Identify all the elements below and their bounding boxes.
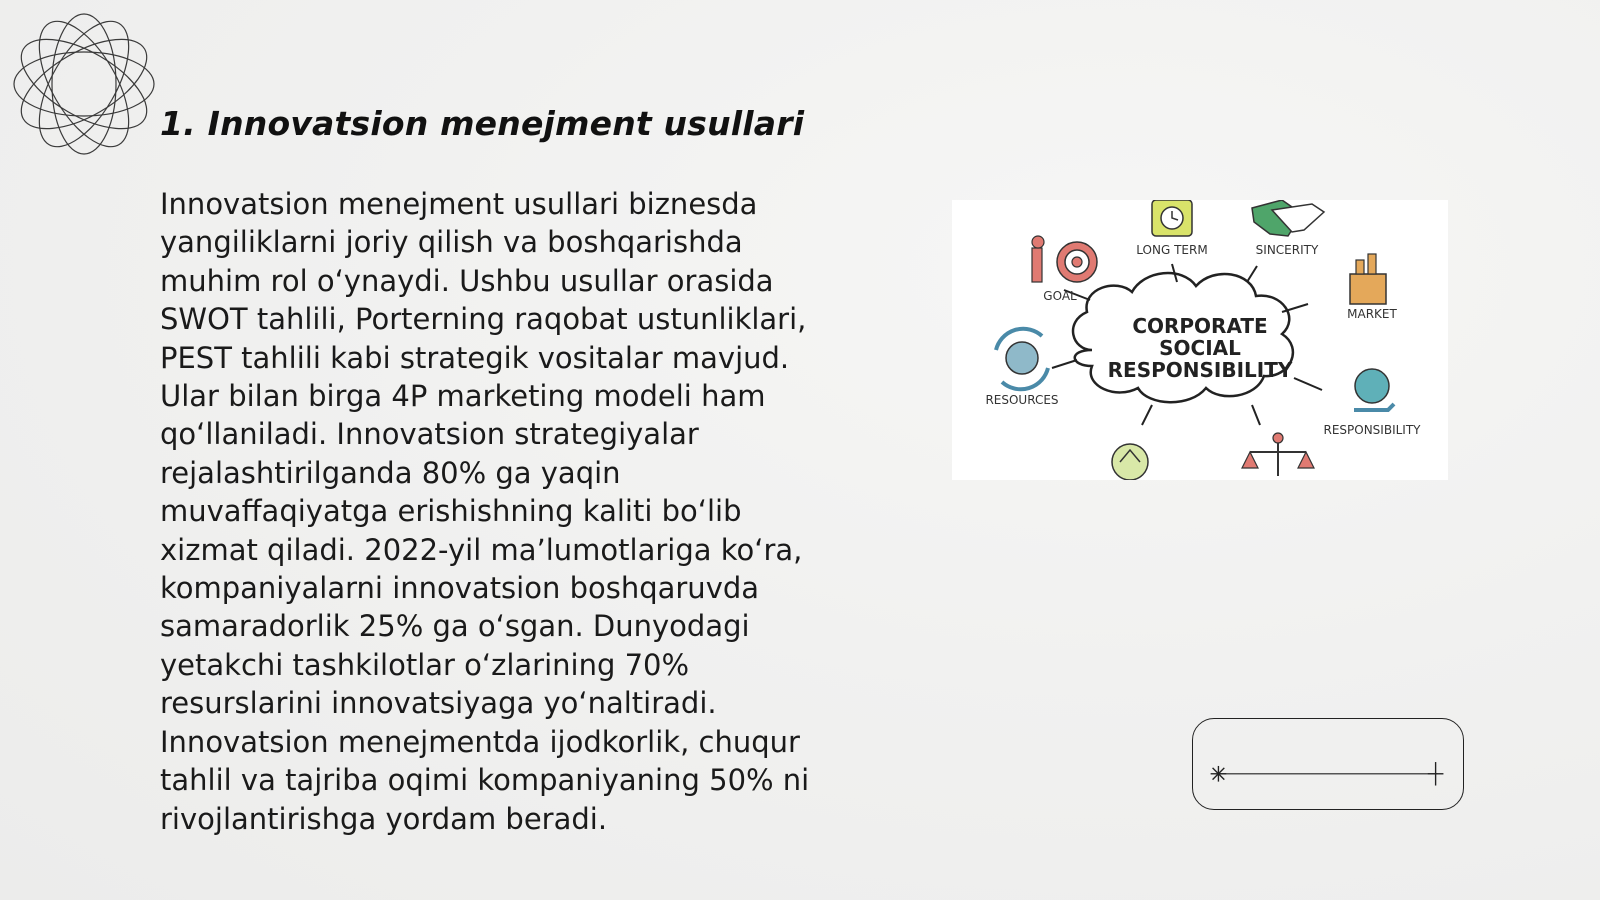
label-resources: RESOURCES — [985, 393, 1059, 407]
leaf-recycle-icon — [1112, 444, 1148, 480]
label-market: MARKET — [1347, 307, 1397, 321]
label-goal: GOAL — [1043, 289, 1077, 303]
cloud-line-3: RESPONSIBILITY — [1107, 358, 1293, 382]
label-responsibility: RESPONSIBILITY — [1323, 423, 1421, 437]
globe-recycle-icon — [996, 329, 1048, 390]
target-icon — [1032, 236, 1097, 282]
orbit-rings-icon — [8, 8, 160, 160]
handshake-icon — [1252, 200, 1324, 236]
cloud-line-1: CORPORATE — [1132, 314, 1268, 338]
scales-icon — [1242, 433, 1314, 476]
timeline-decoration — [1192, 718, 1464, 810]
csr-illustration — [952, 200, 1448, 480]
label-sincerity: SINCERITY — [1255, 243, 1319, 257]
cloud-line-2: SOCIAL — [1159, 336, 1241, 360]
sparkle-icon — [1211, 766, 1227, 782]
slide-title: 1. Innovatsion menejment usullari — [160, 104, 805, 143]
globe-hand-icon — [1354, 369, 1394, 410]
body-paragraph: Innovatsion menejment usullari biznesda yangiliklarni joriy qilish va boshqarishda muhim rol oʻynaydi. Ushbu usullar orasida SWOT tahlili, Porterning raqobat ustunliklari, PEST tahlili kabi strategik vositalar mavjud. Ular bilan birga 4P marketing modeli ham qoʻllaniladi. Innovatsion strategiyalar rejalashtirilganda 80% ga yaqin muvaffaqiyatga erishishning kaliti boʻlib xizmat qiladi. 2022-yil maʼlumotlariga koʻra, kompaniyalarni innovatsion boshqaruvda samaradorlik 25% ga oʻsgan. Dunyodagi yetakchi tashkilotlar oʻzlarining 70% resurslarini innovatsiyaga yoʻnaltiradi. Innovatsion menejmentda ijodkorlik, chuqur tahlil va tajriba oqimi kompaniyaning 50% ni rivojlantirishga yordam beradi. — [160, 187, 810, 836]
market-bag-icon — [1350, 254, 1386, 304]
star-cross-icon — [1428, 762, 1444, 785]
label-long-term: LONG TERM — [1136, 243, 1208, 257]
clock-icon — [1152, 200, 1192, 236]
